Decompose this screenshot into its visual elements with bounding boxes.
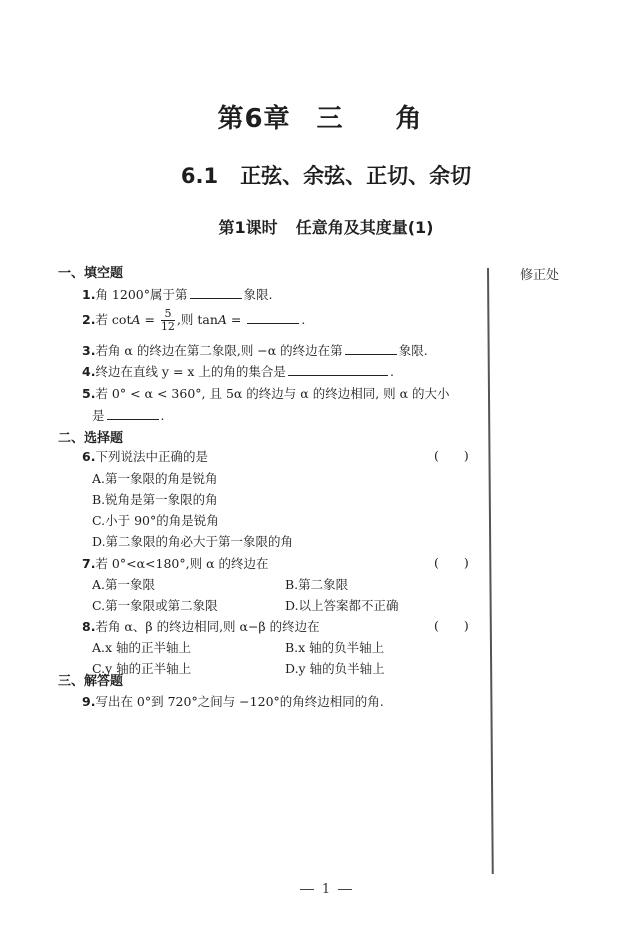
section-title xyxy=(0,160,640,190)
answer-blank[interactable] xyxy=(107,407,159,420)
option-b[interactable]: B.x 轴的负半轴上 xyxy=(285,640,385,655)
section-heading-free-response: 三、解答题 xyxy=(58,674,124,689)
question-3: 3.若角 α 的终边在第二象限,则 −α 的终边在第 象限. xyxy=(82,343,428,358)
answer-bracket[interactable]: ( ) xyxy=(434,555,469,570)
question-4: 4.终边在直线 y = x 上的角的集合是 . xyxy=(82,364,394,379)
question-6: 6.下列说法中正确的是 xyxy=(82,449,208,464)
question-2: 2.若 cotA = $\frac{5}{12}$ ,则 tanA = . xyxy=(82,307,306,333)
option-d[interactable]: D.y 轴的负半轴上 xyxy=(285,661,385,676)
answer-blank[interactable] xyxy=(190,286,242,299)
answer-bracket[interactable]: ( ) xyxy=(434,618,469,633)
section-heading-multiple-choice: 二、选择题 xyxy=(58,431,124,446)
chapter-prefix: 第6章 xyxy=(217,104,291,134)
option-c[interactable]: C.y 轴的正半轴上 xyxy=(92,661,192,676)
option-b[interactable]: B.第二象限 xyxy=(285,577,349,592)
chapter-word-2: 角 xyxy=(395,104,423,134)
chapter-word-1: 三 xyxy=(316,104,344,134)
option-c[interactable]: C.第一象限或第二象限 xyxy=(92,598,218,613)
option-a[interactable]: A.x 轴的正半轴上 xyxy=(92,640,192,655)
page-number: 1 xyxy=(0,882,640,897)
chapter-title xyxy=(0,98,640,135)
lesson-title xyxy=(0,215,640,238)
question-1: 1.角 1200°属于第 象限. xyxy=(82,287,273,302)
question-9: 9.写出在 0°到 720°之间与 −120°的角终边相同的角. xyxy=(82,694,384,709)
section-title-text: 正弦、余弦、正切、余切 xyxy=(240,164,472,188)
answer-blank[interactable] xyxy=(345,342,397,355)
question-5: 5.若 0° < α < 360°, 且 5α 的终边与 α 的终边相同, 则 α 的大小 xyxy=(82,386,450,401)
correction-area-label: 修正处 xyxy=(520,268,560,283)
option-b[interactable]: B.锐角是第一象限的角 xyxy=(92,492,218,507)
section-heading-fill-in: 一、填空题 xyxy=(58,266,124,281)
option-c[interactable]: C.小于 90°的角是锐角 xyxy=(92,513,219,528)
lesson-number: 第1课时 xyxy=(218,218,278,237)
question-8: 8.若角 α、β 的终边相同,则 α−β 的终边在 xyxy=(82,619,320,634)
question-7: 7.若 0°<α<180°,则 α 的终边在 xyxy=(82,556,269,571)
question-5-line-2: 是 . xyxy=(92,408,165,423)
option-d[interactable]: D.以上答案都不正确 xyxy=(285,598,399,613)
section-number: 6.1 xyxy=(180,164,219,188)
fraction: $\frac{5}{12}$ xyxy=(160,307,175,333)
dash-decoration xyxy=(300,889,314,890)
option-d[interactable]: D.第二象限的角必大于第一象限的角 xyxy=(92,534,294,549)
dash-decoration xyxy=(338,889,352,890)
lesson-title-text: 任意角及其度量(1) xyxy=(295,218,434,237)
answer-blank[interactable] xyxy=(288,363,388,376)
margin-divider xyxy=(487,268,494,874)
answer-bracket[interactable]: ( ) xyxy=(434,448,469,463)
option-a[interactable]: A.第一象限 xyxy=(92,577,156,592)
option-a[interactable]: A.第一象限的角是锐角 xyxy=(92,471,218,486)
answer-blank[interactable] xyxy=(247,311,299,324)
